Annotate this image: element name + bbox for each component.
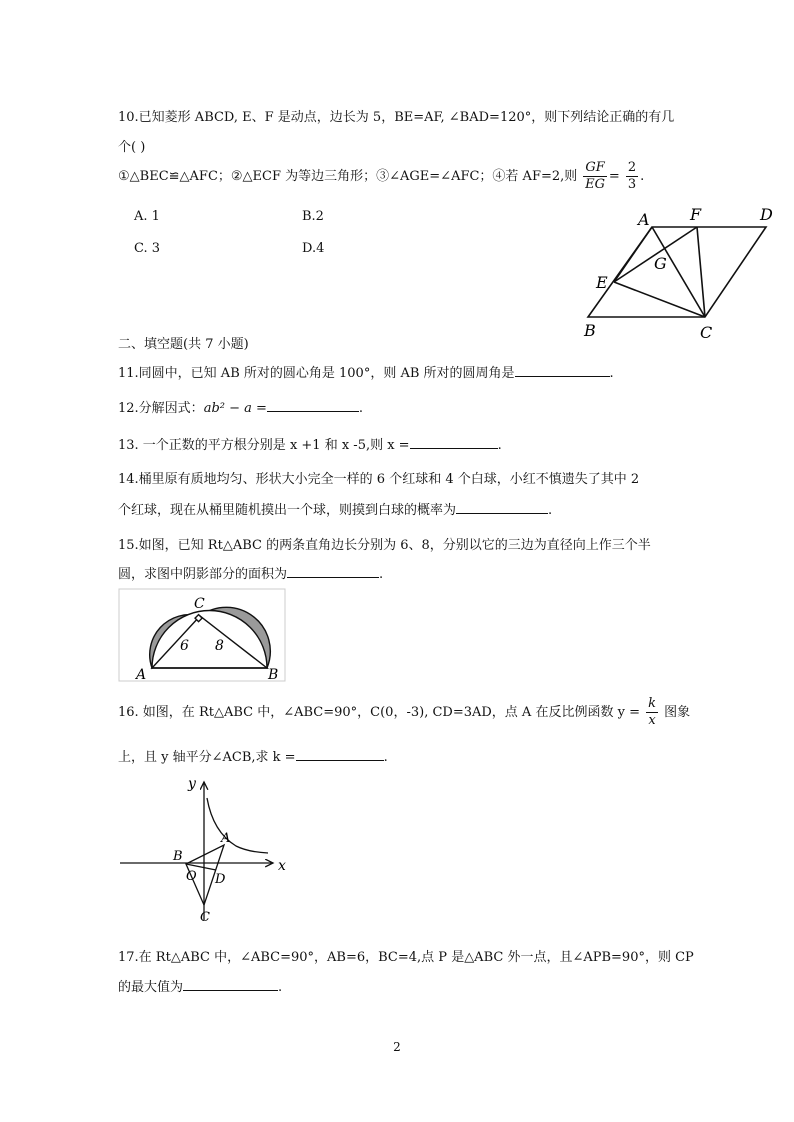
- q16-line2-text: 上，且 y 轴平分∠ACB,求 k =: [118, 750, 296, 765]
- label-d: D: [760, 205, 773, 224]
- q16-coordinate-figure: [118, 770, 303, 925]
- segment-ec: [614, 282, 705, 317]
- q12: [118, 397, 363, 416]
- label-e: E: [596, 273, 608, 292]
- q10-val-den: 3: [627, 177, 637, 192]
- q10-val-num: 2: [627, 160, 637, 175]
- q12-prefix: 12.分解因式：: [118, 401, 204, 416]
- q14-end: .: [548, 503, 553, 518]
- q17-line2: [118, 976, 282, 995]
- q10-conclusions: [118, 160, 644, 193]
- segment-ae: [614, 227, 652, 282]
- label-c: C: [700, 323, 713, 342]
- q16-line1: [118, 696, 690, 729]
- section-title-fill-in: 二、填空题(共 7 小题): [118, 337, 249, 352]
- q14-answer-blank[interactable]: [456, 501, 548, 514]
- q16-line1-tail: 图象: [664, 705, 691, 720]
- q16-label-a: A: [221, 831, 231, 846]
- q10-frac-den: EG: [585, 177, 606, 192]
- q17-answer-blank[interactable]: [183, 978, 278, 991]
- q10-fraction-gf-eg: [583, 160, 606, 193]
- q12-answer-blank[interactable]: [267, 399, 359, 412]
- q16-label-y: y: [188, 776, 196, 792]
- q16-frac-den: x: [648, 713, 656, 728]
- q16-label-o: O: [186, 869, 197, 884]
- q14-line2: [118, 499, 552, 518]
- label-b: B: [584, 321, 596, 340]
- q17-line1: 17.在 Rt△ABC 中，∠ABC=90°，AB=6，BC=4,点 P 是△ABC 外一点，且∠APB=90°，则 CP: [118, 950, 694, 965]
- q13-end: .: [497, 438, 502, 453]
- q17-end: .: [278, 980, 283, 995]
- q16-fraction-k-x: [646, 696, 658, 729]
- q11-end: .: [609, 366, 614, 381]
- q16-end: .: [383, 750, 388, 765]
- q11-text: 11.同圆中，已知 AB 所对的圆心角是 100°，则 AB 所对的圆周角是: [118, 366, 515, 381]
- q13: [118, 434, 502, 453]
- q16-line1-text: 16. 如图，在 Rt△ABC 中，∠ABC=90°，C(0，-3), CD=3AD，点 A 在反比例函数 y =: [118, 705, 640, 720]
- q10-option-c: C. 3: [134, 241, 161, 256]
- q10-rhombus-figure: [580, 200, 780, 345]
- label-f: F: [690, 205, 702, 224]
- q16-line2: [118, 746, 388, 765]
- q10-stem-line1: 10.已知菱形 ABCD, E、F 是动点，边长为 5，BE=AF, ∠BAD=120°，则下列结论正确的有几: [118, 110, 675, 125]
- q15-label-b: B: [268, 667, 279, 683]
- label-g: G: [654, 254, 667, 273]
- q12-expression: ab² − a =: [203, 401, 267, 416]
- q16-label-b: B: [173, 849, 183, 864]
- q14-line1: 14.桶里原有质地均匀、形状大小完全一样的 6 个红球和 4 个白球，小红不慎遗失了其中 2: [118, 472, 640, 487]
- q10-frac-eq: =: [608, 169, 620, 184]
- q17-line2-text: 的最大值为: [118, 980, 184, 995]
- q10-stem-line2: 个( ): [118, 140, 146, 155]
- q13-text: 13. 一个正数的平方根分别是 x +1 和 x -5,则 x =: [118, 438, 410, 453]
- q10-end: .: [640, 169, 645, 184]
- q15-end: .: [379, 567, 384, 582]
- q10-frac-num: GF: [585, 160, 605, 175]
- q13-answer-blank[interactable]: [410, 436, 498, 449]
- segment-fc: [697, 227, 705, 317]
- q15-label-a: A: [136, 667, 147, 683]
- label-a: A: [638, 210, 650, 229]
- q15-label-6: 6: [180, 638, 189, 654]
- q12-end: .: [358, 401, 364, 416]
- q10-fraction-value: [626, 160, 638, 193]
- q15-line2-text: 圆，求图中阴影部分的面积为: [118, 567, 288, 582]
- q16-label-x: x: [278, 858, 286, 874]
- q11-answer-blank[interactable]: [515, 364, 610, 377]
- page-number: 2: [393, 1040, 401, 1054]
- q15-label-c: C: [194, 596, 205, 612]
- q10-option-a: A. 1: [134, 209, 160, 224]
- q16-label-c: C: [200, 910, 210, 925]
- q15-line1: 15.如图，已知 Rt△ABC 的两条直角边长分别为 6、8，分别以它的三边为直径向上作三个半: [118, 538, 651, 553]
- q11: [118, 362, 614, 381]
- q16-answer-blank[interactable]: [296, 748, 384, 761]
- q15-label-8: 8: [215, 638, 224, 654]
- hyperbola-curve: [207, 798, 268, 853]
- q10-conclusions-text: ①△BEC≌△AFC；②△ECF 为等边三角形；③∠AGE=∠AFC；④若 AF=2,则: [118, 169, 578, 184]
- q16-label-d: D: [215, 872, 226, 887]
- q15-semicircle-figure: [118, 588, 288, 683]
- q15-line2: [118, 563, 383, 582]
- q10-option-d: D.4: [302, 241, 325, 256]
- q15-answer-blank[interactable]: [287, 565, 379, 578]
- q16-frac-num: k: [648, 696, 656, 711]
- q14-line2-text: 个红球，现在从桶里随机摸出一个球，则摸到白球的概率为: [118, 503, 457, 518]
- q10-option-b: B.2: [302, 209, 324, 224]
